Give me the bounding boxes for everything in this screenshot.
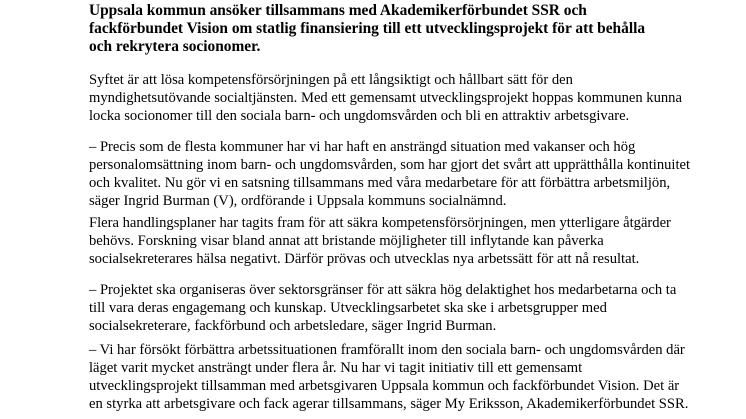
headline-line: fackförbundet Vision om statlig finansiering till ett utvecklingsprojekt för att behålla bbox=[89, 20, 646, 37]
paragraph-action-plans bbox=[89, 214, 709, 268]
paragraph-line: – Precis som de flesta kommuner har vi har haft en ansträngd situation med vakanser och hög bbox=[89, 139, 636, 155]
paragraph-line: personalomsättning inom barn- och ungdomsvården, som har gjort det svårt att upprätthålla kontinuitet bbox=[89, 157, 691, 174]
headline-line: och rekrytera socionomer. bbox=[89, 38, 261, 55]
paragraph-line: läget varit mycket ansträngt under flera år. Nu har vi tagit initiativ till ett gemensamt bbox=[89, 360, 583, 377]
headline-line: Uppsala kommun ansöker tillsammans med Akademikerförbundet SSR och bbox=[89, 2, 587, 19]
paragraph-line: myndighetsutövande socialtjänsten. Med ett gemensamt utvecklingsprojekt hoppas kommunen kunna bbox=[89, 90, 682, 107]
press-release-headline bbox=[89, 2, 689, 56]
paragraph-quote-burman-1 bbox=[89, 138, 709, 210]
paragraph-line: Syftet är att lösa kompetensförsörjningen på ett långsiktigt och hållbart sätt för den bbox=[89, 72, 573, 88]
paragraph-line: säger Ingrid Burman (V), ordförande i Uppsala kommuns socialnämnd. bbox=[89, 193, 507, 210]
paragraph-line: socialsekreterares hälsa negativt. Därför prövas och utvecklas nya arbetssätt för att nå resultat. bbox=[89, 251, 640, 268]
paragraph-line: och kvalitet. Nu gör vi en satsning tillsammans med våra medarbetare för att förbättra arbetsmiljön, bbox=[89, 175, 671, 192]
paragraph-quote-burman-2 bbox=[89, 281, 709, 335]
paragraph-quote-eriksson bbox=[89, 341, 709, 413]
paragraph-line: Flera handlingsplaner har tagits fram för att säkra kompetensförsörjningen, men ytterligare åtgärder bbox=[89, 215, 671, 231]
paragraph-line: socialsekreterare, fackförbund och arbetsledare, säger Ingrid Burman. bbox=[89, 318, 497, 335]
paragraph-line: – Projektet ska organiseras över sektorsgränser för att säkra hög delaktighet hos medarbetarna och ta bbox=[89, 282, 677, 298]
paragraph-line: – Vi har försökt förbättra arbetssituationen framförallt inom den sociala barn- och ungdomsvården där bbox=[89, 342, 685, 358]
paragraph-line: utvecklingsprojekt tillsamman med arbetsgivaren Uppsala kommun och fackförbundet Vision. Det är bbox=[89, 378, 680, 395]
paragraph-line: till vara deras engagemang och kunskap. Utvecklingsarbetet ska ske i arbetsgrupper med bbox=[89, 300, 607, 317]
paragraph-line: behövs. Forskning visar bland annat att bristande möjligheter till inflytande kan påverka bbox=[89, 233, 604, 250]
paragraph-purpose bbox=[89, 71, 709, 125]
paragraph-line: en styrka att arbetsgivare och fack agerar tillsammans, säger My Eriksson, Akademikerförbundet SSR. bbox=[89, 396, 689, 413]
paragraph-line: locka socionomer till den sociala barn- och ungdomsvården och bli en attraktiv arbetsgivare. bbox=[89, 108, 630, 125]
